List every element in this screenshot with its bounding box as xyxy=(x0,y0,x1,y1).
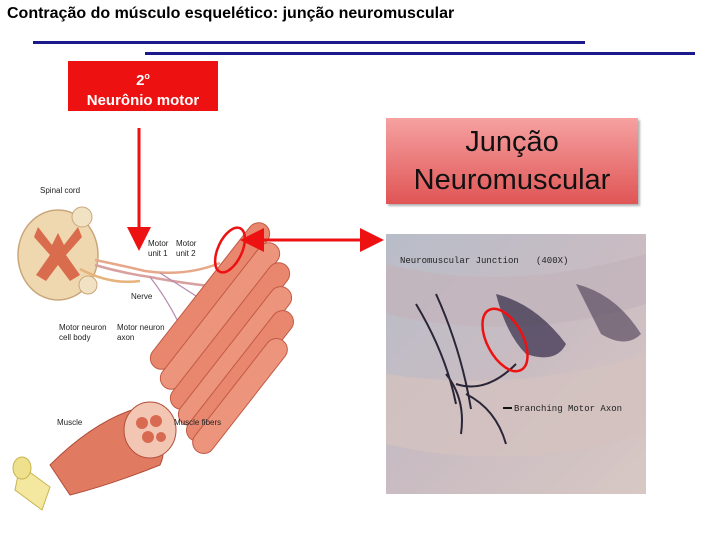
neuromuscular-junction-micrograph xyxy=(386,234,646,494)
label-muscle: Muscle xyxy=(57,418,83,427)
neuron-order-number: 2 xyxy=(136,72,145,89)
label-branching-motor-axon: Branching Motor Axon xyxy=(514,404,623,414)
label-motor-unit-2-a: Motor xyxy=(176,239,197,248)
title-rule-lower xyxy=(145,52,695,55)
title-rule-upper xyxy=(33,41,585,44)
motor-unit-diagram xyxy=(10,165,310,525)
label-cell-body-b: cell body xyxy=(59,333,91,342)
motor-neuron-label: Neurônio motor xyxy=(86,92,200,109)
label-muscle-fibers: Muscle fibers xyxy=(174,418,222,427)
spinal-cord-illustration xyxy=(18,207,98,300)
label-axon-b: axon xyxy=(117,333,135,342)
label-motor-unit-2-b: unit 2 xyxy=(176,249,196,258)
label-motor-unit-1-a: Motor xyxy=(148,239,169,248)
motor-neuron-box xyxy=(68,61,218,111)
label-nerve: Nerve xyxy=(131,292,153,301)
neuron-order-ordinal: o xyxy=(144,71,150,81)
label-axon-a: Motor neuron xyxy=(117,323,165,332)
tendon xyxy=(13,457,50,510)
junction-label-line1: Junção xyxy=(465,126,559,158)
muscle-bundle xyxy=(50,402,176,495)
page-title: Contração do músculo esquelético: junção neuromuscular xyxy=(7,5,455,22)
label-spinal-cord: Spinal cord xyxy=(40,186,81,195)
junction-label-line2: Neuromuscular xyxy=(413,164,611,196)
micrograph-magnification: (400X) xyxy=(536,256,569,266)
neuromuscular-junction-box xyxy=(386,118,638,204)
label-cell-body-a: Motor neuron xyxy=(59,323,107,332)
label-motor-unit-1-b: unit 1 xyxy=(148,249,168,258)
micrograph-caption: Neuromuscular Junction xyxy=(400,256,519,266)
